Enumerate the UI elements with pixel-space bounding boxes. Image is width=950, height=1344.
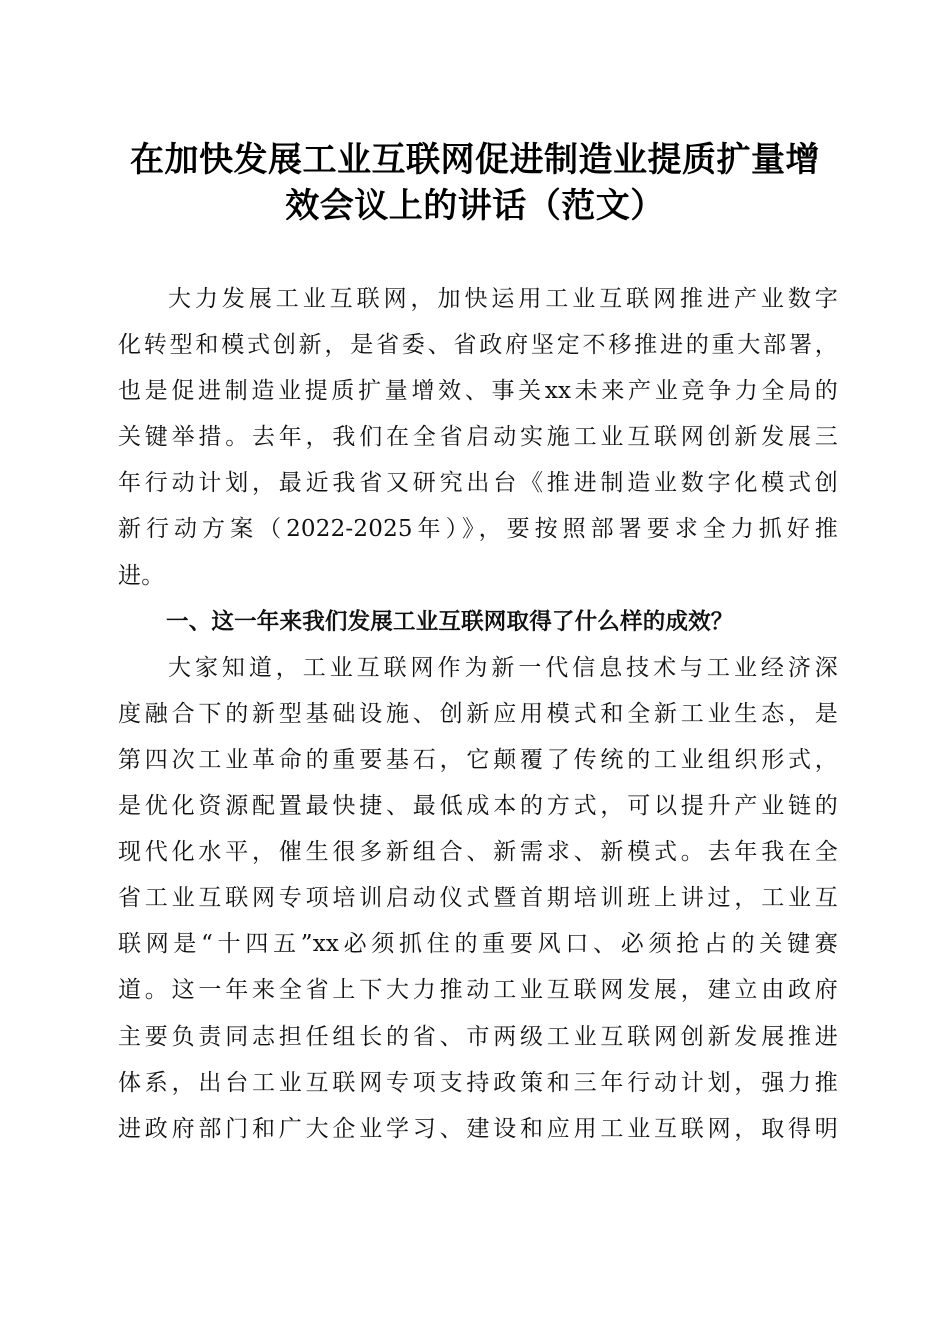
paragraph-line: 省工业互联网专项培训启动仪式暨首期培训班上讲过，工业互	[118, 885, 838, 912]
paragraph-line: 体系，出台工业互联网专项支持政策和三年行动计划，强力推	[118, 1069, 838, 1096]
paragraph-line: 也是促进制造业提质扩量增效、事关xx未来产业竞争力全局的	[118, 378, 838, 405]
paragraph-line: 进。	[118, 562, 165, 589]
paragraph-line: 是优化资源配置最快捷、最低成本的方式，可以提升产业链的	[118, 793, 838, 820]
paragraph-line: 道。这一年来全省上下大力推动工业互联网发展，建立由政府	[118, 977, 838, 1004]
paragraph-line: 年行动计划，最近我省又研究出台《推进制造业数字化模式创	[118, 470, 838, 497]
paragraph-line: 大力发展工业互联网，加快运用工业互联网推进产业数字	[168, 286, 838, 312]
paragraph-line: 化转型和模式创新，是省委、省政府坚定不移推进的重大部署，	[118, 332, 838, 359]
document-title-line-1: 在加快发展工业互联网促进制造业提质扩量增	[130, 140, 820, 180]
paragraph-line: 进政府部门和广大企业学习、建设和应用工业互联网，取得明	[118, 1115, 838, 1142]
paragraph-line: 大家知道，工业互联网作为新一代信息技术与工业经济深	[168, 654, 838, 681]
paragraph-line: 联网是“十四五”xx必须抓住的重要风口、必须抢占的关键赛	[118, 931, 838, 958]
section-heading: 一、这一年来我们发展工业互联网取得了什么样的成效？	[166, 608, 734, 635]
paragraph-line: 现代化水平，催生很多新组合、新需求、新模式。去年我在全	[118, 839, 838, 866]
paragraph-line: 度融合下的新型基础设施、创新应用模式和全新工业生态，是	[118, 700, 838, 727]
paragraph-line: 主要负责同志担任组长的省、市两级工业互联网创新发展推进	[118, 1023, 838, 1050]
paragraph-line: 第四次工业革命的重要基石，它颠覆了传统的工业组织形式，	[118, 746, 838, 773]
paragraph-line: 关键举措。去年，我们在全省启动实施工业互联网创新发展三	[118, 424, 838, 451]
document-body	[118, 276, 838, 1152]
paragraph-line: 新行动方案（2022-2025年）》，要按照部署要求全力抓好推	[118, 516, 838, 543]
document-title-line-2: 效会议上的讲话（范文）	[285, 186, 665, 226]
